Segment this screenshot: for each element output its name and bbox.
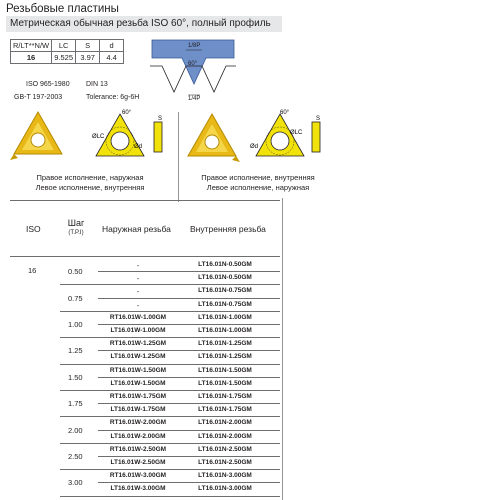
internal-thread-code: LT16.01N-1.75GM	[198, 393, 252, 400]
insert-s-label: S	[158, 116, 163, 122]
external-thread-code: LT16.01W-1.50GM	[110, 379, 166, 387]
internal-thread-code: LT16.01N-1.50GM	[198, 366, 252, 374]
caption-right-line2: Левое исполнение, наружная	[206, 183, 310, 192]
internal-thread-code: LT16.01N-1.75GM	[198, 406, 252, 414]
spec-table	[10, 39, 124, 64]
standard-tolerance: Tolerance: 6g-6H	[86, 94, 140, 101]
row-rule	[98, 364, 280, 365]
row-rule	[98, 324, 280, 325]
insert-photo-left	[10, 110, 66, 162]
caption-left	[10, 173, 170, 193]
standard-din: DIN 13	[86, 81, 108, 88]
row-rule	[98, 430, 280, 431]
group-rule	[60, 416, 98, 417]
row-rule	[98, 350, 280, 351]
col-header-iso: ISO	[26, 224, 41, 234]
caption-left-line2: Левое исполнение, внутренняя	[35, 183, 145, 192]
spec-value-cell: 9.525	[52, 52, 76, 64]
row-rule	[98, 416, 280, 417]
insert-side-right	[306, 114, 326, 156]
internal-thread-code: LT16.01N-0.75GM	[198, 300, 252, 308]
insert-d-label: Ød	[134, 144, 143, 150]
external-thread-code: -	[136, 287, 140, 297]
internal-thread-code: LT16.01N-0.50GM	[198, 274, 252, 282]
internal-thread-code: LT16.01N-2.50GM	[198, 459, 252, 466]
internal-thread-code: LT16.01N-0.50GM	[198, 261, 252, 268]
external-thread-code: RT16.01W-3.00GM	[109, 472, 167, 480]
row-rule	[98, 337, 280, 338]
internal-thread-code: LT16.01N-1.25GM	[198, 340, 252, 348]
pitch-value: 0.75	[68, 293, 83, 303]
table-top-rule	[10, 200, 280, 201]
internal-thread-code: LT16.01N-1.50GM	[198, 379, 252, 387]
spec-header-cell: LC	[52, 40, 76, 52]
internal-thread-code: LT16.01N-2.00GM	[198, 432, 252, 440]
external-thread-code: RT16.01W-2.00GM	[109, 419, 167, 427]
row-rule	[98, 443, 280, 444]
group-rule	[60, 284, 98, 285]
row-rule	[98, 496, 280, 497]
internal-thread-code: LT16.01N-1.25GM	[198, 353, 252, 361]
standard-gbt: GB-T 197-2003	[14, 94, 63, 101]
row-rule	[98, 284, 280, 285]
external-thread-code: RT16.01W-1.00GM	[109, 313, 167, 321]
internal-thread-code: LT16.01N-3.00GM	[198, 485, 252, 493]
pitch-value: 1.00	[68, 320, 83, 329]
external-thread-code: LT16.01W-3.00GM	[110, 485, 166, 493]
external-thread-code: -	[136, 274, 140, 284]
profile-angle-label: 60°	[188, 61, 198, 67]
insert-photo-right	[184, 112, 240, 164]
insert-angle-label: 60°	[280, 110, 290, 116]
insert-ic-label: ØLC	[92, 134, 105, 140]
row-rule	[98, 271, 280, 272]
external-thread-code: LT16.01W-2.50GM	[110, 459, 166, 466]
internal-thread-code: LT16.01N-2.00GM	[198, 419, 252, 427]
external-thread-code: RT16.01W-1.50GM	[109, 366, 167, 374]
section-subtitle: Метрическая обычная резьба ISO 60°, полный профиль	[6, 16, 282, 32]
row-rule	[98, 298, 280, 299]
standard-iso: ISO 965-1980	[26, 81, 70, 88]
caption-right-line1: Правое исполнение, внутренняя	[201, 173, 315, 182]
external-thread-code: RT16.01W-2.50GM	[109, 445, 167, 453]
pitch-value: 1.50	[68, 372, 83, 382]
internal-thread-code: LT16.01N-2.50GM	[198, 445, 252, 453]
pitch-value: 3.00	[68, 478, 83, 488]
insert-s-label: S	[316, 116, 321, 122]
row-rule	[98, 482, 280, 483]
pitch-value: 0.50	[68, 267, 83, 277]
internal-thread-code: LT16.01N-1.00GM	[198, 327, 252, 334]
external-thread-code: LT16.01W-1.75GM	[110, 406, 166, 414]
spec-value-row	[11, 52, 124, 64]
row-rule	[98, 469, 280, 470]
group-rule	[60, 496, 98, 497]
table-right-divider	[282, 198, 283, 500]
internal-thread-code: LT16.01N-0.75GM	[198, 287, 252, 295]
pitch-value: 2.00	[68, 425, 83, 435]
page-title: Резьбовые пластины	[6, 3, 119, 15]
row-rule	[98, 456, 280, 457]
caption-left-line1: Правое исполнение, наружная	[36, 173, 144, 182]
group-rule	[60, 443, 98, 444]
spec-value-cell: 16	[11, 52, 52, 64]
spec-header-cell: R/LT**N/W	[11, 40, 52, 52]
insert-side-left	[148, 114, 168, 156]
group-rule	[60, 337, 98, 338]
insert-ic-label: ØLC	[290, 130, 303, 136]
external-thread-code: -	[136, 300, 140, 310]
external-thread-code: LT16.01W-2.00GM	[110, 432, 166, 440]
group-rule	[60, 364, 98, 365]
col-header-pitch: Шаг	[67, 218, 85, 228]
insert-angle-label: 60°	[122, 110, 132, 116]
insert-d-label: Ød	[250, 144, 259, 150]
insert-drawing-left	[90, 108, 152, 170]
external-thread-code: RT16.01W-1.25GM	[109, 340, 167, 348]
spec-value-cell: 4.4	[100, 52, 124, 64]
iso-value: 16	[28, 266, 37, 275]
row-rule	[98, 403, 280, 404]
spec-header-row	[11, 40, 124, 52]
row-rule	[98, 390, 280, 391]
pitch-value: 1.25	[68, 346, 83, 356]
external-thread-code: RT16.01W-1.75GM	[109, 393, 167, 400]
caption-right	[178, 173, 338, 193]
internal-thread-code: LT16.01N-3.00GM	[198, 472, 252, 480]
spec-value-cell: 3.97	[76, 52, 100, 64]
col-header-internal: Внутренняя резьба	[190, 224, 266, 234]
profile-bottom-label: 1/4P	[188, 96, 201, 100]
thread-profile-diagram	[148, 38, 238, 100]
external-thread-code: LT16.01W-1.25GM	[110, 353, 166, 361]
pitch-value: 2.50	[68, 452, 83, 461]
insert-drawing-right	[250, 108, 312, 170]
col-header-external: Наружная резьба	[102, 224, 171, 234]
row-rule	[98, 377, 280, 378]
spec-header-cell: d	[100, 40, 124, 52]
group-rule	[60, 469, 98, 470]
external-thread-code: -	[136, 261, 140, 270]
table-header-rule	[10, 256, 280, 257]
group-rule	[60, 390, 98, 391]
profile-top-label: 1/8P	[188, 43, 201, 49]
external-thread-code: LT16.01W-1.00GM	[110, 327, 166, 334]
pitch-value: 1.75	[68, 399, 83, 409]
spec-header-cell: S	[76, 40, 100, 52]
internal-thread-code: LT16.01N-1.00GM	[198, 313, 252, 321]
row-rule	[98, 311, 280, 312]
group-rule	[60, 311, 98, 312]
col-header-pitch-sub: (T.P.I)	[68, 230, 84, 236]
